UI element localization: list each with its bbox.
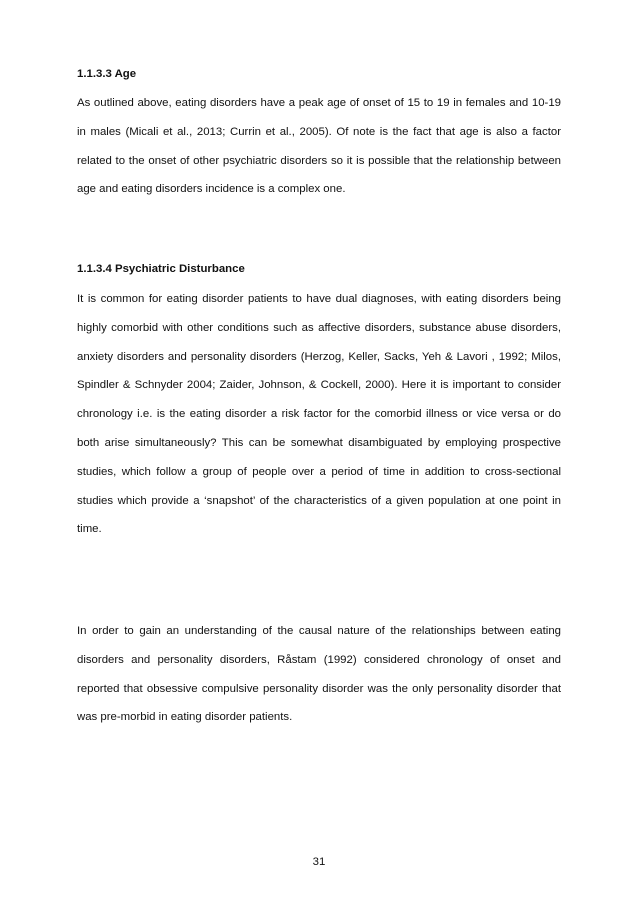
paragraph-psychiatric-disturbance: It is common for eating disorder patients to have dual diagnoses, with eating disorders being highly comorbid with other conditions such as affective disorders, substance abuse disorders, anxiety disorders and personality disorders (Herzog, Keller, Sacks, Yeh & Lavori , 1992; Milos, Spindler & Schnyder 2004; Zaider, Johnson, & Cockell, 2000). Here it is important to consider chronology i.e. is the eating disorder a risk factor for the comorbid illness or vice versa or do both arise simultaneously? This can be somewhat disambiguated by employing prospective studies, which follow a group of people over a period of time in addition to cross-sectional studies which provide a ‘snapshot’ of the characteristics of a given population at one point in time. xyxy=(77,293,561,536)
section-heading-age: 1.1.3.3 Age xyxy=(77,68,137,80)
section-heading-psychiatric-disturbance: 1.1.3.4 Psychiatric Disturbance xyxy=(77,263,245,275)
paragraph-causal-nature: In order to gain an understanding of the causal nature of the relationships between eating disorders and personality disorders, Råstam (1992) considered chronology of onset and reported that obsessive compulsive personality disorder was the only personality disorder that was pre-morbid in eating disorder patients. xyxy=(77,625,561,724)
page-number: 31 xyxy=(312,856,326,868)
paragraph-age: As outlined above, eating disorders have a peak age of onset of 15 to 19 in females and 10-19 in males (Micali et al., 2013; Currin et al., 2005). Of note is the fact that age is also a factor related to the onset of other psychiatric disorders so it is possible that the relationship between age and eating disorders incidence is a complex one. xyxy=(77,97,561,196)
